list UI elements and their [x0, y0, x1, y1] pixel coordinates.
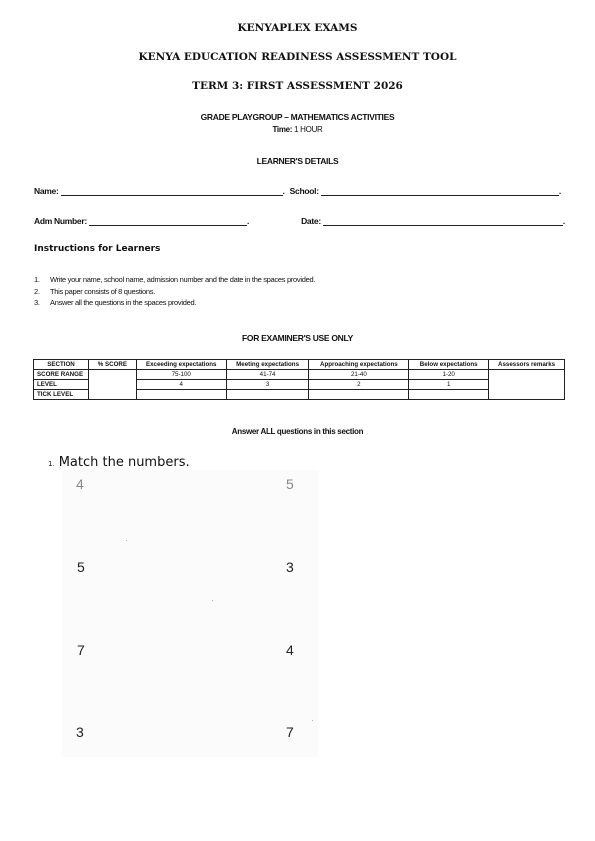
row-label: LEVEL — [34, 380, 89, 390]
answer-all-note: Answer ALL questions in this section — [231, 427, 364, 436]
table-cell: 75-100 — [136, 370, 226, 380]
instructions-list — [34, 274, 315, 309]
question-text: Match the numbers. — [58, 455, 190, 470]
adm-dot: . — [246, 216, 250, 226]
table-header-row — [34, 360, 565, 370]
assessors-remarks-cell[interactable] — [489, 370, 565, 400]
exam-provider: KENYAPLEX EXAMS — [237, 22, 358, 34]
paper-speck — [126, 540, 127, 541]
table-cell: 41-74 — [226, 370, 309, 380]
question-number: 1. — [48, 460, 55, 468]
school-field[interactable] — [321, 186, 559, 196]
table-cell: 2 — [309, 380, 409, 390]
adm-number-label: Adm Number: — [34, 216, 87, 226]
right-number[interactable]: 3 — [286, 559, 294, 575]
header-cell: Meeting expectations — [226, 360, 309, 370]
examiner-table — [33, 359, 565, 400]
table-cell: 1 — [409, 380, 489, 390]
percent-score-cell[interactable] — [88, 370, 136, 400]
name-school-row — [34, 186, 561, 196]
left-number[interactable]: 7 — [77, 642, 85, 658]
time-value: 1 HOUR — [294, 125, 323, 134]
tick-cell[interactable] — [226, 390, 309, 400]
learner-details-title: LEARNER'S DETAILS — [256, 156, 339, 166]
row-label: TICK LEVEL — [34, 390, 89, 400]
header-cell: Exceeding expectations — [136, 360, 226, 370]
left-number[interactable]: 4 — [76, 476, 84, 492]
term-title: TERM 3: FIRST ASSESSMENT 2026 — [192, 80, 403, 92]
table-cell: 3 — [226, 380, 309, 390]
tick-cell[interactable] — [409, 390, 489, 400]
examiner-use-title: FOR EXAMINER'S USE ONLY — [242, 333, 353, 343]
instruction-item: 1. Write your name, school name, admission number and the date in the spaces provided. — [34, 275, 316, 284]
instruction-item: 3. Answer all the questions in the spaces provided. — [34, 298, 197, 307]
school-label: School: — [289, 186, 319, 196]
subject-title: GRADE PLAYGROUP – MATHEMATICS ACTIVITIES — [200, 112, 395, 122]
name-dot: . — [282, 186, 285, 196]
school-dot: . — [558, 186, 561, 196]
header-cell: SECTION — [34, 360, 89, 370]
match-numbers-image — [62, 470, 318, 757]
date-dot: . — [562, 216, 565, 226]
paper-speck — [312, 720, 313, 721]
time-allowed — [0, 125, 595, 134]
instruction-item: 2. This paper consists of 8 questions. — [34, 286, 155, 296]
question-1 — [48, 455, 190, 470]
header-cell: Assessors remarks — [489, 360, 565, 370]
name-label: Name: — [34, 186, 59, 196]
adm-date-row — [34, 216, 565, 226]
date-field[interactable] — [323, 216, 563, 226]
date-label: Date: — [301, 216, 321, 226]
name-field[interactable] — [61, 186, 283, 196]
assessment-tool-title: KENYA EDUCATION READINESS ASSESSMENT TOOL — [138, 51, 457, 63]
adm-number-field[interactable] — [89, 216, 250, 226]
table-row — [34, 370, 565, 380]
right-number[interactable]: 7 — [286, 724, 294, 740]
header-cell: Below expectations — [409, 360, 489, 370]
table-cell: 1-20 — [409, 370, 489, 380]
paper-speck — [212, 600, 213, 601]
table-cell: 4 — [136, 380, 226, 390]
header-cell: Approaching expectations — [309, 360, 409, 370]
header-cell: % SCORE — [88, 360, 136, 370]
right-number[interactable]: 4 — [286, 642, 294, 658]
right-number[interactable]: 5 — [286, 476, 294, 492]
left-number[interactable]: 3 — [76, 724, 84, 740]
instructions-title: Instructions for Learners — [34, 244, 161, 254]
left-number[interactable]: 5 — [77, 559, 85, 575]
table-cell: 21-40 — [309, 370, 409, 380]
row-label: SCORE RANGE — [34, 370, 89, 380]
tick-cell[interactable] — [309, 390, 409, 400]
time-label: Time: — [272, 125, 293, 134]
tick-cell[interactable] — [136, 390, 226, 400]
